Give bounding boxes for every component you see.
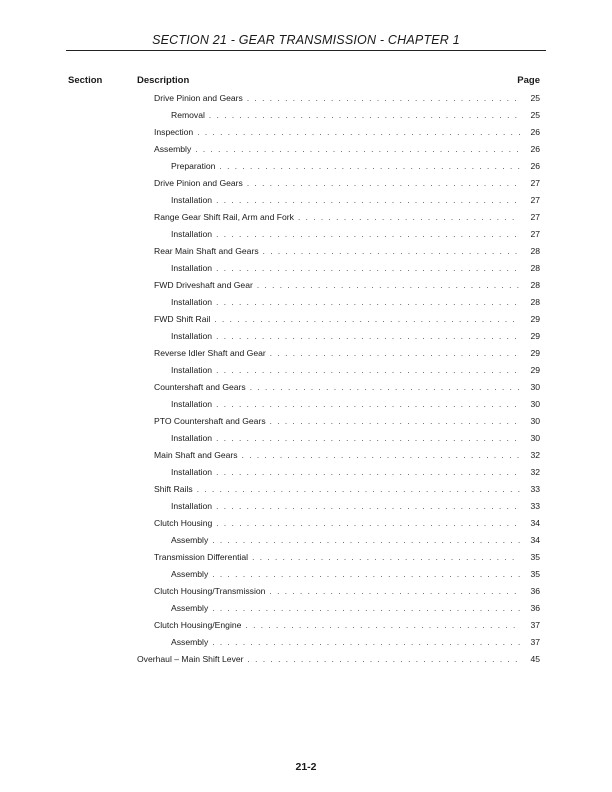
toc-entry[interactable] <box>0 91 612 108</box>
toc-entry-label: Installation <box>171 433 213 443</box>
toc-entry-page: 45 <box>530 654 540 664</box>
toc-entry-label: Installation <box>171 331 213 341</box>
toc-entry-page: 29 <box>530 365 540 375</box>
toc-entry-label: Reverse Idler Shaft and Gear <box>154 348 266 358</box>
toc-entry-page: 26 <box>530 127 540 137</box>
toc-entry-row <box>171 533 540 548</box>
toc-entry-label: Installation <box>171 195 213 205</box>
toc-entry-page: 36 <box>530 586 540 596</box>
page-number: 21-2 <box>295 761 317 773</box>
toc-entry-row <box>171 295 540 310</box>
toc-entry[interactable] <box>0 346 612 363</box>
toc-entry-row <box>154 210 540 225</box>
toc-entry-label: Assembly <box>171 637 209 647</box>
toc-entry-label: Rear Main Shaft and Gears <box>154 246 259 256</box>
dot-leader <box>216 296 520 310</box>
toc-entry-label: Range Gear Shift Rail, Arm and Fork <box>154 212 294 222</box>
toc-entry[interactable] <box>0 210 612 227</box>
toc-entry-row <box>154 125 540 140</box>
toc-entry-page: 26 <box>530 144 540 154</box>
page-header-title: SECTION 21 - GEAR TRANSMISSION - CHAPTER 1 <box>152 33 460 47</box>
toc-entry[interactable] <box>0 516 612 533</box>
toc-entry[interactable] <box>0 567 612 584</box>
toc-entry-label: Clutch Housing/Transmission <box>154 586 266 596</box>
toc-entry-row <box>154 176 540 191</box>
toc-entry[interactable] <box>0 550 612 567</box>
toc-entry-row <box>171 159 540 174</box>
toc-entry-label: Overhaul – Main Shift Lever <box>137 654 244 664</box>
toc-entry-page: 26 <box>530 161 540 171</box>
toc-entry-row <box>154 278 540 293</box>
toc-entry[interactable] <box>0 414 612 431</box>
dot-leader <box>248 653 520 667</box>
toc-entry-page: 33 <box>530 501 540 511</box>
toc-entry-page: 34 <box>530 518 540 528</box>
dot-leader <box>219 160 520 174</box>
dot-leader <box>270 347 520 361</box>
toc-entry-page: 35 <box>530 569 540 579</box>
toc-entry[interactable] <box>0 448 612 465</box>
toc-entry-row <box>171 108 540 123</box>
dot-leader <box>209 109 520 123</box>
toc-entry-row <box>171 261 540 276</box>
toc-entry-label: Drive Pinion and Gears <box>154 93 243 103</box>
toc-entry-label: Installation <box>171 467 213 477</box>
toc-entry[interactable] <box>0 125 612 142</box>
toc-entry-page: 28 <box>530 246 540 256</box>
dot-leader <box>216 228 520 242</box>
toc-entry-label: Preparation <box>171 161 216 171</box>
toc-entry-label: Assembly <box>171 603 209 613</box>
column-header-section: Section <box>68 75 103 86</box>
toc-entry[interactable] <box>0 227 612 244</box>
toc-entry-row <box>154 346 540 361</box>
toc-entry[interactable] <box>0 278 612 295</box>
toc-entry-row <box>154 414 540 429</box>
toc-entry-page: 34 <box>530 535 540 545</box>
toc-entry-label: Main Shaft and Gears <box>154 450 238 460</box>
dot-leader <box>212 636 520 650</box>
dot-leader <box>216 500 520 514</box>
dot-leader <box>216 262 520 276</box>
toc-entry-label: Countershaft and Gears <box>154 382 246 392</box>
toc-entry[interactable] <box>0 601 612 618</box>
toc-entry[interactable] <box>0 295 612 312</box>
dot-leader <box>245 619 520 633</box>
toc-entry[interactable] <box>0 584 612 601</box>
dot-leader <box>216 466 520 480</box>
toc-entry[interactable] <box>0 499 612 516</box>
toc-entry-row <box>171 397 540 412</box>
table-of-contents <box>0 91 612 669</box>
dot-leader <box>216 194 520 208</box>
toc-entry[interactable] <box>0 312 612 329</box>
toc-entry-label: FWD Driveshaft and Gear <box>154 280 253 290</box>
toc-entry-label: Removal <box>171 110 205 120</box>
header-divider <box>66 50 546 51</box>
toc-entry-row <box>171 567 540 582</box>
toc-entry-page: 25 <box>530 110 540 120</box>
toc-entry-page: 30 <box>530 433 540 443</box>
column-header-page: Page <box>517 75 540 86</box>
toc-entry[interactable] <box>0 193 612 210</box>
toc-entry-row <box>154 244 540 259</box>
toc-entry-row <box>154 312 540 327</box>
toc-entry-page: 27 <box>530 212 540 222</box>
toc-entry-row <box>154 482 540 497</box>
toc-entry[interactable] <box>0 108 612 125</box>
toc-entry-label: Assembly <box>171 569 209 579</box>
toc-entry-page: 27 <box>530 229 540 239</box>
toc-entry-label: Installation <box>171 263 213 273</box>
dot-leader <box>197 126 520 140</box>
dot-leader <box>214 313 520 327</box>
toc-entry[interactable] <box>0 635 612 652</box>
toc-entry-page: 32 <box>530 450 540 460</box>
dot-leader <box>216 398 520 412</box>
toc-entry-label: Assembly <box>171 535 209 545</box>
toc-entry-page: 27 <box>530 178 540 188</box>
dot-leader <box>216 517 520 531</box>
toc-entry-label: Clutch Housing/Engine <box>154 620 242 630</box>
toc-entry-row <box>137 652 540 667</box>
dot-leader <box>298 211 520 225</box>
toc-entry-row <box>171 635 540 650</box>
toc-entry-label: Installation <box>171 399 213 409</box>
toc-entry-label: Assembly <box>154 144 192 154</box>
toc-entry-row <box>154 618 540 633</box>
dot-leader <box>216 330 520 344</box>
toc-entry[interactable] <box>0 142 612 159</box>
toc-entry-label: Installation <box>171 297 213 307</box>
toc-entry-page: 28 <box>530 280 540 290</box>
toc-entry-page: 29 <box>530 331 540 341</box>
dot-leader <box>252 551 520 565</box>
column-header-description: Description <box>137 75 190 86</box>
dot-leader <box>270 415 520 429</box>
toc-entry[interactable] <box>0 159 612 176</box>
toc-entry-label: Clutch Housing <box>154 518 213 528</box>
toc-entry[interactable] <box>0 261 612 278</box>
toc-entry-label: FWD Shift Rail <box>154 314 211 324</box>
toc-entry-label: Installation <box>171 501 213 511</box>
toc-entry[interactable] <box>0 363 612 380</box>
toc-entry-row <box>154 516 540 531</box>
toc-entry[interactable] <box>0 380 612 397</box>
toc-entry-label: Installation <box>171 229 213 239</box>
toc-entry-page: 29 <box>530 348 540 358</box>
toc-entry-page: 28 <box>530 263 540 273</box>
toc-entry-page: 30 <box>530 399 540 409</box>
toc-entry-row <box>171 363 540 378</box>
dot-leader <box>263 245 520 259</box>
dot-leader <box>216 432 520 446</box>
dot-leader <box>195 143 520 157</box>
toc-entry-row <box>171 499 540 514</box>
toc-entry-page: 32 <box>530 467 540 477</box>
toc-entry-row <box>154 380 540 395</box>
toc-entry-row <box>171 329 540 344</box>
toc-entry-page: 29 <box>530 314 540 324</box>
dot-leader <box>247 177 520 191</box>
toc-entry-row <box>171 227 540 242</box>
toc-entry-page: 36 <box>530 603 540 613</box>
toc-entry[interactable] <box>0 397 612 414</box>
toc-entry-page: 30 <box>530 382 540 392</box>
toc-entry[interactable] <box>0 244 612 261</box>
toc-entry-page: 37 <box>530 637 540 647</box>
toc-entry[interactable] <box>0 176 612 193</box>
dot-leader <box>247 92 520 106</box>
toc-entry-page: 33 <box>530 484 540 494</box>
toc-entry-label: Transmission Differential <box>154 552 249 562</box>
toc-entry-label: Shift Rails <box>154 484 193 494</box>
toc-entry[interactable] <box>0 329 612 346</box>
toc-entry-row <box>171 193 540 208</box>
dot-leader <box>197 483 520 497</box>
toc-entry-row <box>171 465 540 480</box>
dot-leader <box>212 568 520 582</box>
toc-entry-row <box>171 601 540 616</box>
toc-entry-page: 28 <box>530 297 540 307</box>
toc-entry-page: 37 <box>530 620 540 630</box>
toc-entry[interactable] <box>0 618 612 635</box>
toc-entry[interactable] <box>0 482 612 499</box>
toc-entry-row <box>154 584 540 599</box>
toc-entry-page: 30 <box>530 416 540 426</box>
toc-entry-label: Drive Pinion and Gears <box>154 178 243 188</box>
toc-entry-page: 25 <box>530 93 540 103</box>
toc-entry-row <box>154 91 540 106</box>
toc-entry[interactable] <box>0 431 612 448</box>
toc-entry-label: Inspection <box>154 127 194 137</box>
dot-leader <box>212 534 520 548</box>
toc-entry-label: PTO Countershaft and Gears <box>154 416 266 426</box>
dot-leader <box>216 364 520 378</box>
toc-entry-page: 27 <box>530 195 540 205</box>
toc-entry-row <box>154 550 540 565</box>
toc-entry-row <box>171 431 540 446</box>
toc-entry-row <box>154 142 540 157</box>
toc-entry-row <box>154 448 540 463</box>
toc-entry-label: Installation <box>171 365 213 375</box>
dot-leader <box>257 279 520 293</box>
dot-leader <box>269 585 520 599</box>
toc-entry[interactable] <box>0 652 612 669</box>
toc-entry-page: 35 <box>530 552 540 562</box>
toc-entry[interactable] <box>0 533 612 550</box>
dot-leader <box>250 381 520 395</box>
dot-leader <box>242 449 520 463</box>
dot-leader <box>212 602 520 616</box>
toc-entry[interactable] <box>0 465 612 482</box>
